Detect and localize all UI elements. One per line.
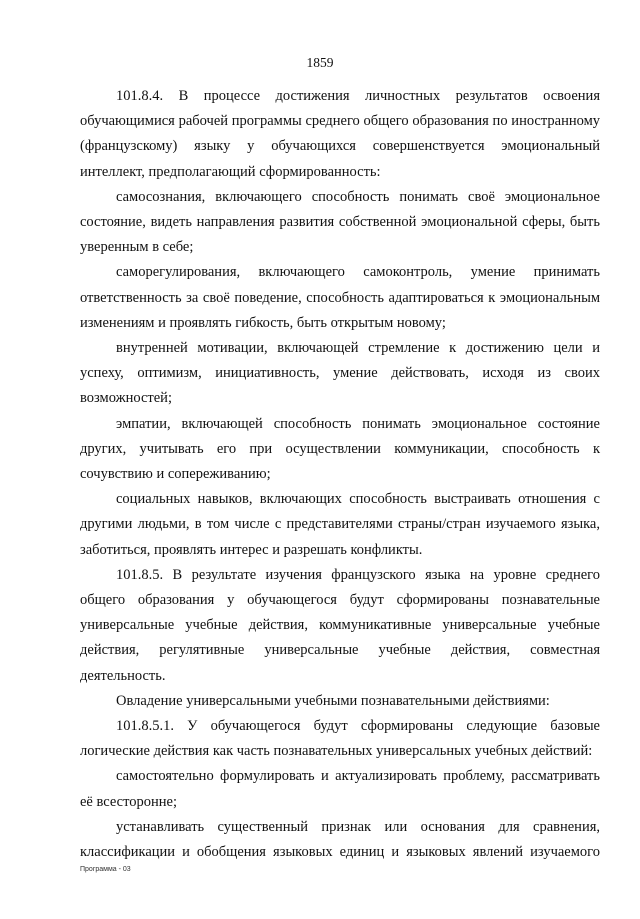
paragraph-self-regulation: саморегулирования, включающего самоконтроль, умение принимать ответственность за своё поведение, способность адаптироваться к эмоциональным изменениям и проявлять гибкость, быть открытым новому;: [80, 264, 600, 331]
paragraph-cognitive-actions-heading: Овладение универсальными учебными познавательными действиями:: [116, 692, 550, 709]
paragraph-establish-feature: устанавливать существенный признак или основания для сравнения, классификации и обобщения языковых единиц и языковых явлений изучаемого: [80, 818, 600, 861]
paragraph-internal-motivation: внутренней мотивации, включающей стремление к достижению цели и успеху, оптимизм, инициативность, умение действовать, исходя из своих возможностей;: [80, 340, 600, 407]
paragraph-social-skills: социальных навыков, включающих способность выстраивать отношения с другими людьми, в том числе с представителями страны/стран изучаемого языка, заботиться, проявлять интерес и разрешать конфликты.: [80, 491, 600, 558]
paragraph-101-8-4: 101.8.4. В процессе достижения личностных результатов освоения обучающимися рабочей программы среднего общего образования по иностранному (французскому) языку у обучающихся совершенствуется эмоциональный интеллект, предполагающий сформированность:: [80, 88, 600, 180]
page-footer: Программа - 03: [80, 866, 131, 873]
paragraph-empathy: эмпатии, включающей способность понимать эмоциональное состояние других, учитывать его при осуществлении коммуникации, способность к сочувствию и сопереживанию;: [80, 415, 600, 483]
paragraph-101-8-5: 101.8.5. В результате изучения французского языка на уровне среднего общего образования у обучающегося будут сформированы познавательные универсальные учебные действия, коммуникативные универсальные учебные действия, регулятивные универсальные учебные действия, совместная деятельность.: [80, 566, 600, 684]
paragraph-self-awareness: самосознания, включающего способность понимать своё эмоциональное состояние, видеть направления развития собственной эмоциональной сферы, быть уверенным в себе;: [80, 188, 600, 256]
paragraph-formulate-problem: самостоятельно формулировать и актуализировать проблему, рассматривать её всесторонне;: [80, 768, 600, 810]
paragraph-101-8-5-1: 101.8.5.1. У обучающегося будут сформированы следующие базовые логические действия как часть познавательных универсальных учебных действий:: [80, 718, 600, 760]
page-number: 1859: [306, 55, 334, 70]
document-body: [80, 84, 600, 865]
